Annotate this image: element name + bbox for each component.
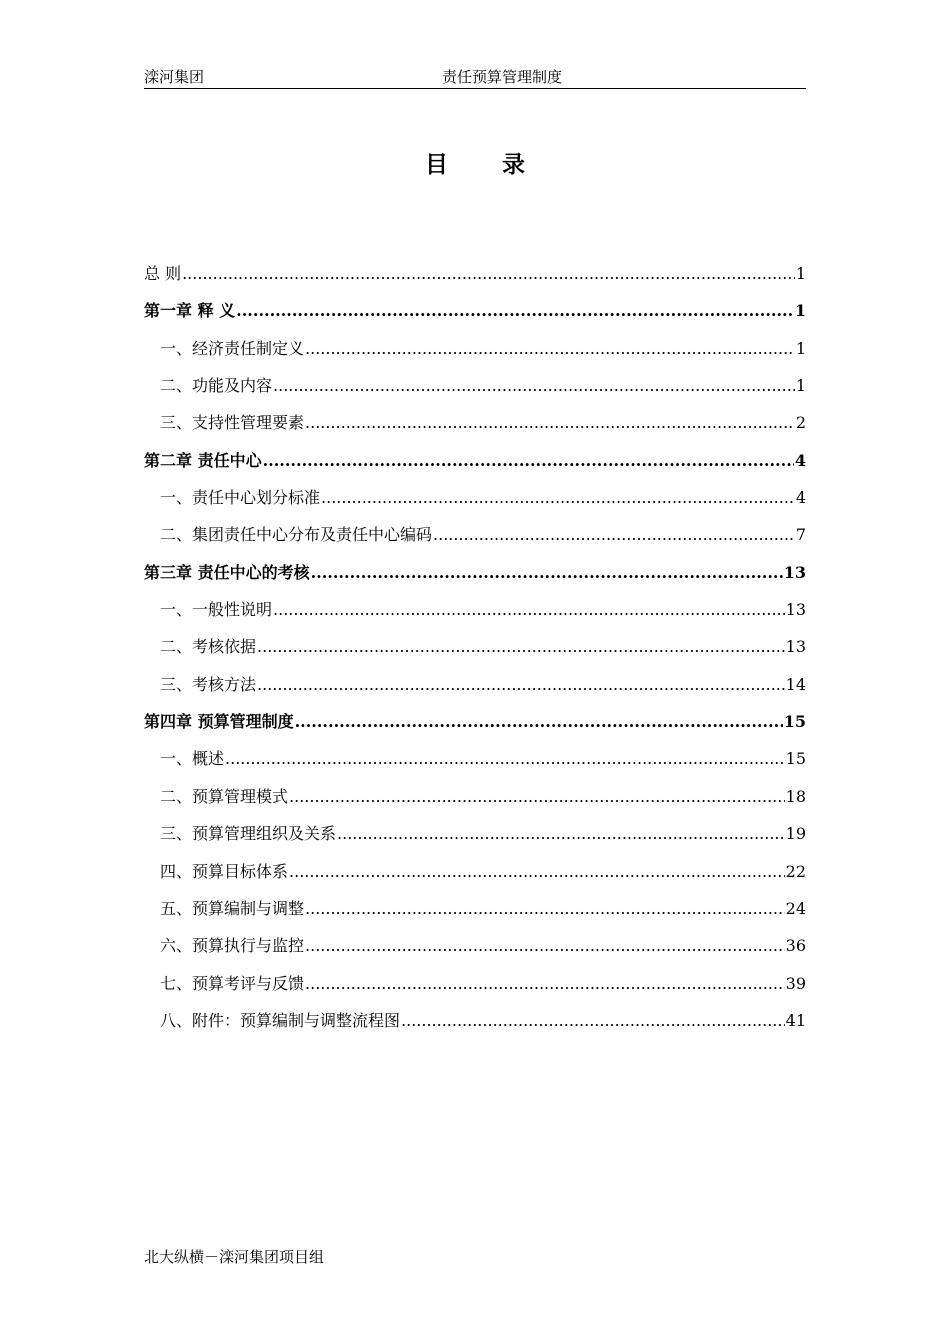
toc-entry[interactable] — [144, 410, 806, 447]
toc-entry[interactable] — [144, 336, 806, 373]
toc-page-number: 18 — [785, 786, 806, 806]
toc-dot-leader — [263, 448, 794, 474]
toc-dot-leader — [257, 672, 785, 698]
toc-dot-leader — [225, 746, 785, 772]
toc-entry-title: 二、集团责任中心分布及责任中心编码 — [160, 525, 433, 545]
toc-page-number: 13 — [785, 600, 806, 620]
toc-page-number: 15 — [785, 749, 806, 769]
toc-entry[interactable] — [144, 522, 806, 559]
toc-dot-leader — [182, 261, 795, 287]
toc-entry-title: 一、一般性说明 — [160, 600, 273, 620]
toc-entry-title: 第三章 责任中心的考核 — [144, 562, 310, 582]
toc-page-number: 4 — [794, 450, 806, 470]
toc-entry[interactable] — [144, 709, 806, 746]
header-company: 滦河集团 — [144, 68, 205, 86]
table-of-contents — [144, 261, 806, 1045]
toc-page-number: 19 — [785, 824, 806, 844]
toc-entry[interactable] — [144, 485, 806, 522]
toc-entry[interactable] — [144, 896, 806, 933]
toc-entry[interactable] — [144, 373, 806, 410]
toc-entry-title: 五、预算编制与调整 — [160, 898, 305, 918]
toc-entry[interactable] — [144, 672, 806, 709]
toc-dot-leader — [433, 522, 795, 548]
toc-entry[interactable] — [144, 859, 806, 896]
toc-title: 目录 — [425, 151, 579, 178]
toc-entry[interactable] — [144, 597, 806, 634]
toc-entry-title: 八、附件：预算编制与调整流程图 — [160, 1010, 401, 1030]
toc-dot-leader — [295, 709, 783, 735]
toc-page-number: 22 — [785, 861, 806, 881]
toc-entry[interactable] — [144, 261, 806, 298]
toc-page-number: 4 — [795, 488, 806, 508]
toc-dot-leader — [273, 373, 795, 399]
toc-page-number: 2 — [795, 413, 806, 433]
page-footer: 北大纵横－滦河集团项目组 — [144, 1248, 325, 1266]
toc-page-number: 24 — [785, 898, 806, 918]
toc-entry-title: 一、概述 — [160, 749, 225, 769]
toc-entry[interactable] — [144, 448, 806, 485]
toc-dot-leader — [305, 933, 785, 959]
toc-dot-leader — [289, 784, 785, 810]
toc-entry[interactable] — [144, 971, 806, 1008]
toc-dot-leader — [257, 634, 785, 660]
toc-dot-leader — [321, 485, 795, 511]
toc-entry-title: 二、预算管理模式 — [160, 786, 289, 806]
toc-dot-leader — [305, 971, 785, 997]
toc-entry[interactable] — [144, 933, 806, 970]
toc-entry-title: 三、考核方法 — [160, 674, 257, 694]
toc-entry-title: 二、功能及内容 — [160, 376, 273, 396]
toc-entry-title: 七、预算考评与反馈 — [160, 973, 305, 993]
toc-dot-leader — [236, 298, 794, 324]
toc-entry-title: 三、支持性管理要素 — [160, 413, 305, 433]
toc-entry-title: 四、预算目标体系 — [160, 861, 289, 881]
toc-entry[interactable] — [144, 746, 806, 783]
toc-entry-title: 二、考核依据 — [160, 637, 257, 657]
toc-dot-leader — [305, 410, 795, 436]
toc-page-number: 39 — [785, 973, 806, 993]
toc-entry-title: 六、预算执行与监控 — [160, 936, 305, 956]
toc-dot-leader — [305, 896, 785, 922]
toc-entry-title: 一、责任中心划分标准 — [160, 488, 321, 508]
toc-entry[interactable] — [144, 298, 806, 335]
toc-dot-leader — [337, 821, 785, 847]
header-document-title: 责任预算管理制度 — [442, 68, 563, 86]
toc-entry-title: 第四章 预算管理制度 — [144, 712, 294, 732]
toc-page-number: 14 — [785, 674, 806, 694]
toc-dot-leader — [273, 597, 785, 623]
toc-page-number: 15 — [783, 712, 806, 732]
toc-page-number: 13 — [783, 562, 806, 582]
toc-page-number: 1 — [795, 376, 806, 396]
toc-dot-leader — [311, 560, 783, 586]
toc-page-number: 1 — [794, 301, 806, 321]
toc-page-number: 36 — [785, 936, 806, 956]
page-header — [144, 64, 806, 89]
toc-entry-title: 三、预算管理组织及关系 — [160, 824, 337, 844]
toc-entry-title: 总 则 — [144, 264, 182, 283]
toc-entry-title: 第一章 释 义 — [144, 301, 236, 321]
toc-dot-leader — [401, 1008, 785, 1034]
toc-page-number: 13 — [785, 637, 806, 657]
toc-page-number: 7 — [795, 525, 806, 545]
toc-entry[interactable] — [144, 634, 806, 671]
toc-entry[interactable] — [144, 784, 806, 821]
toc-page-number: 41 — [785, 1010, 806, 1030]
toc-entry[interactable] — [144, 560, 806, 597]
toc-entry[interactable] — [144, 1008, 806, 1045]
toc-entry-title: 第二章 责任中心 — [144, 450, 262, 470]
toc-dot-leader — [305, 336, 795, 362]
toc-entry-title: 一、经济责任制定义 — [160, 338, 305, 358]
toc-page-number: 1 — [795, 338, 806, 358]
toc-page-number: 1 — [795, 264, 806, 283]
toc-entry[interactable] — [144, 821, 806, 858]
toc-dot-leader — [289, 859, 785, 885]
